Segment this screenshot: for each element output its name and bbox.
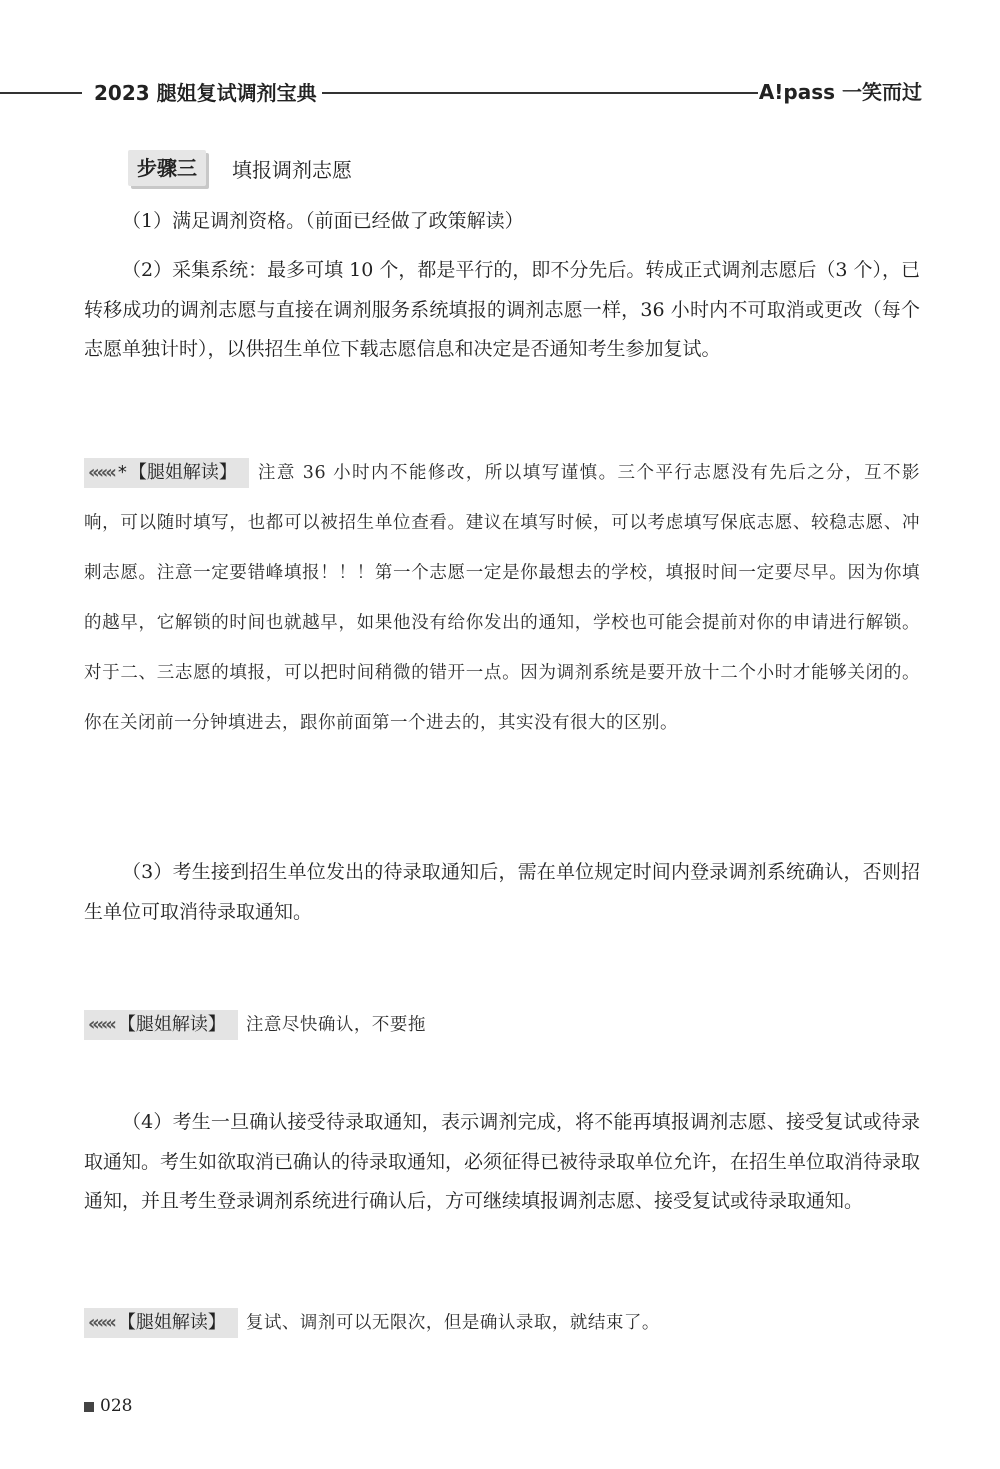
header-rule-left [0, 92, 82, 94]
header-rule-right [322, 92, 758, 94]
step-tag: 步骤三 [128, 150, 206, 186]
paragraph-1: （1）满足调剂资格。（前面已经做了政策解读） [122, 210, 524, 232]
chevron-left-icon: ««« [88, 1014, 114, 1035]
chevron-left-icon: ««« [88, 462, 114, 483]
commentary-label-text: 【腿姐解读】 [117, 1014, 226, 1035]
paragraph-3: （3）考生接到招生单位发出的待录取通知后，需在单位规定时间内登录调剂系统确认，否则招生单位可取消待录取通知。 [84, 861, 920, 923]
commentary-text: 注意 36 小时内不能修改，所以填写谨慎。三个平行志愿没有先后之分，互不影响，可以随时填写，也都可以被招生单位查看。建议在填写时候，可以考虑填写保底志愿、较稳志愿、冲刺志愿。注意一定要错峰填报！！！第一个志愿一定是你最想去的学校，填报时间一定要尽早。因为你填的越早，它解锁的时间也就越早，如果他没有给你发出的通知，学校也可能会提前对你的申请进行解锁。对于二、三志愿的填报，可以把时间稍微的错开一点。因为调剂系统是要开放十二个小时才能够关闭的。你在关闭前一分钟填进去，跟你前面第一个进去的，其实没有很大的区别。 [84, 463, 920, 733]
commentary-text: 注意尽快确认，不要拖 [245, 1015, 426, 1035]
commentary-label [84, 458, 249, 488]
commentary-text: 复试、调剂可以无限次，但是确认录取，就结束了。 [245, 1313, 660, 1333]
commentary-label [84, 1010, 238, 1040]
commentary-label-text: 【腿姐解读】 [128, 462, 237, 483]
star-icon: * [117, 462, 127, 483]
step-title: 填报调剂志愿 [232, 158, 352, 182]
commentary-label [84, 1308, 238, 1338]
commentary-note-3 [84, 1298, 920, 1348]
header-brand: A!pass 一笑而过 [758, 80, 922, 104]
page-marker-icon [84, 1402, 94, 1412]
page-number: 028 [100, 1396, 133, 1416]
commentary-note-1 [84, 448, 920, 748]
paragraph-4: （4）考生一旦确认接受待录取通知，表示调剂完成，将不能再填报调剂志愿、接受复试或待录取通知。考生如欲取消已确认的待录取通知，必须征得已被待录取单位允许，在招生单位取消待录取通知，并且考生登录调剂系统进行确认后，方可继续填报调剂志愿、接受复试或待录取通知。 [84, 1111, 921, 1212]
chevron-left-icon: ««« [88, 1312, 114, 1333]
header-title: 2023 腿姐复试调剂宝典 [94, 81, 317, 105]
commentary-label-text: 【腿姐解读】 [117, 1312, 226, 1333]
paragraph-2: （2）采集系统：最多可填 10 个，都是平行的，即不分先后。转成正式调剂志愿后（3 个），已转移成功的调剂志愿与直接在调剂服务系统填报的调剂志愿一样，36 小时内不可取消或更改（每个志愿单独计时），以供招生单位下载志愿信息和决定是否通知考生参加复试。 [84, 259, 920, 360]
commentary-note-2 [84, 1000, 920, 1050]
